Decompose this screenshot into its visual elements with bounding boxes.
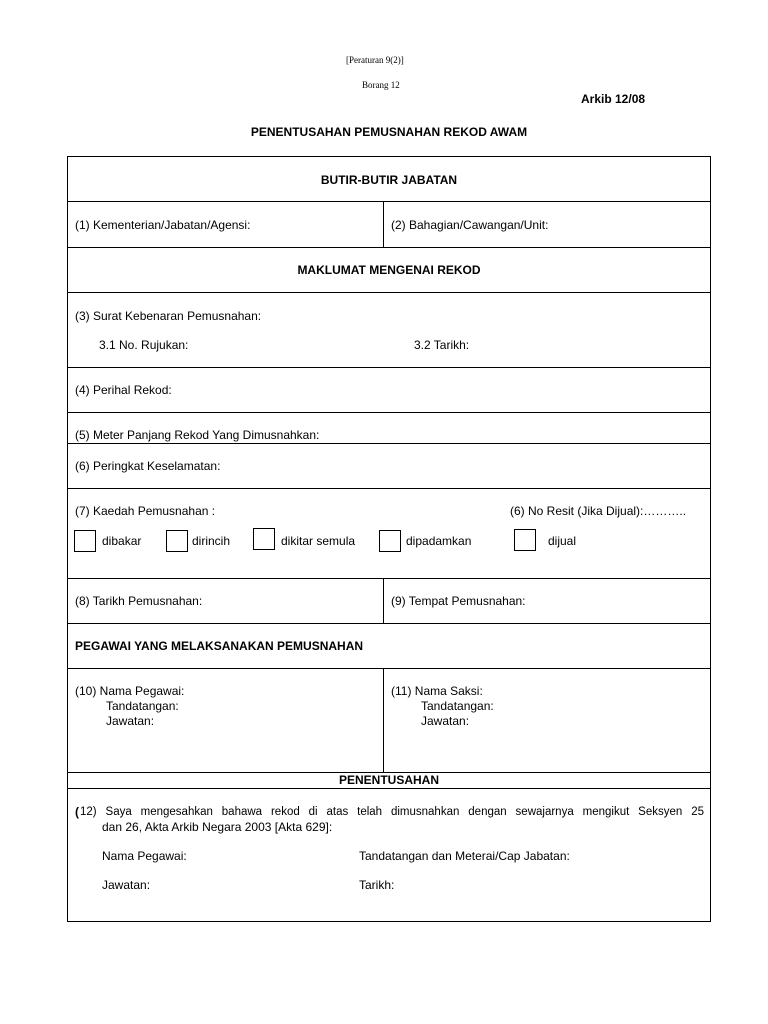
ministry-field-label: (1) Kementerian/Jabatan/Agensi: [75, 218, 251, 232]
dibakar-checkbox[interactable] [74, 530, 96, 552]
destruction-date-label: (8) Tarikh Pemusnahan: [75, 594, 203, 608]
receipt-no-label: (6) No Resit (Jika Dijual):……….. [510, 504, 687, 518]
verification-statement: 12) Saya mengesahkan bahawa rekod di atas telah dimusnahkan dengan sewajarnya mengikut Seksyen 25 [80, 806, 704, 818]
destruction-place-label: (9) Tempat Pemusnahan: [391, 594, 526, 608]
divider [67, 292, 711, 293]
divider [67, 201, 711, 202]
verify-position-label: Jawatan: [102, 878, 151, 892]
method-label: dipadamkan [406, 534, 472, 548]
divider [67, 247, 711, 248]
form-number: Borang 12 [362, 80, 400, 90]
division-field-label: (2) Bahagian/Cawangan/Unit: [391, 218, 549, 232]
destruction-permit-label: (3) Surat Kebenaran Pemusnahan: [75, 309, 262, 323]
divider [67, 788, 711, 789]
page-title: PENENTUSAHAN PEMUSNAHAN REKOD AWAM [250, 125, 528, 139]
section-heading-department: BUTIR-BUTIR JABATAN [320, 173, 458, 187]
column-divider [383, 201, 384, 247]
dirincih-checkbox[interactable] [166, 530, 188, 552]
officer-signature-label: Tandatangan: [106, 699, 179, 713]
witness-name-label: (11) Nama Saksi: [391, 684, 483, 698]
officer-name-label: (10) Nama Pegawai: [75, 684, 185, 698]
section-heading-record-info: MAKLUMAT MENGENAI REKOD [297, 263, 481, 277]
signature-seal-label: Tandatangan dan Meterai/Cap Jabatan: [359, 849, 570, 863]
witness-signature-label: Tandatangan: [421, 699, 494, 713]
verify-officer-name-label: Nama Pegawai: [102, 849, 187, 863]
method-label: dibakar [102, 534, 142, 548]
divider [67, 578, 711, 579]
section-heading-officers: PEGAWAI YANG MELAKSANAKAN PEMUSNAHAN [75, 639, 364, 653]
method-label: dikitar semula [281, 534, 356, 548]
section-heading-verification: PENENTUSAHAN [338, 773, 439, 787]
divider [67, 668, 711, 669]
column-divider [383, 578, 384, 623]
destruction-method-label: (7) Kaedah Pemusnahan : [75, 504, 216, 518]
permit-date-label: 3.2 Tarikh: [414, 338, 470, 352]
divider [67, 623, 711, 624]
dikitar-semula-checkbox[interactable] [253, 528, 275, 550]
regulation-ref: [Peraturan 9(2)] [346, 55, 404, 65]
dijual-checkbox[interactable] [514, 529, 536, 551]
statement-bracket: ( [75, 805, 79, 819]
divider [67, 443, 711, 444]
reference-no-label: 3.1 No. Rujukan: [99, 338, 189, 352]
record-description-label: (4) Perihal Rekod: [75, 383, 172, 397]
archive-reference: Arkib 12/08 [581, 92, 646, 106]
verify-date-label: Tarikh: [359, 878, 395, 892]
security-level-label: (6) Peringkat Keselamatan: [75, 459, 221, 473]
dipadamkan-checkbox[interactable] [379, 530, 401, 552]
verification-statement-cont: dan 26, Akta Arkib Negara 2003 [Akta 629]: [102, 820, 333, 834]
divider [67, 412, 711, 413]
method-label: dijual [548, 534, 577, 548]
record-length-label: (5) Meter Panjang Rekod Yang Dimusnahkan: [75, 428, 320, 442]
divider [67, 488, 711, 489]
officer-position-label: Jawatan: [106, 714, 155, 728]
witness-position-label: Jawatan: [421, 714, 470, 728]
column-divider [383, 668, 384, 772]
divider [67, 367, 711, 368]
method-label: dirincih [192, 534, 231, 548]
